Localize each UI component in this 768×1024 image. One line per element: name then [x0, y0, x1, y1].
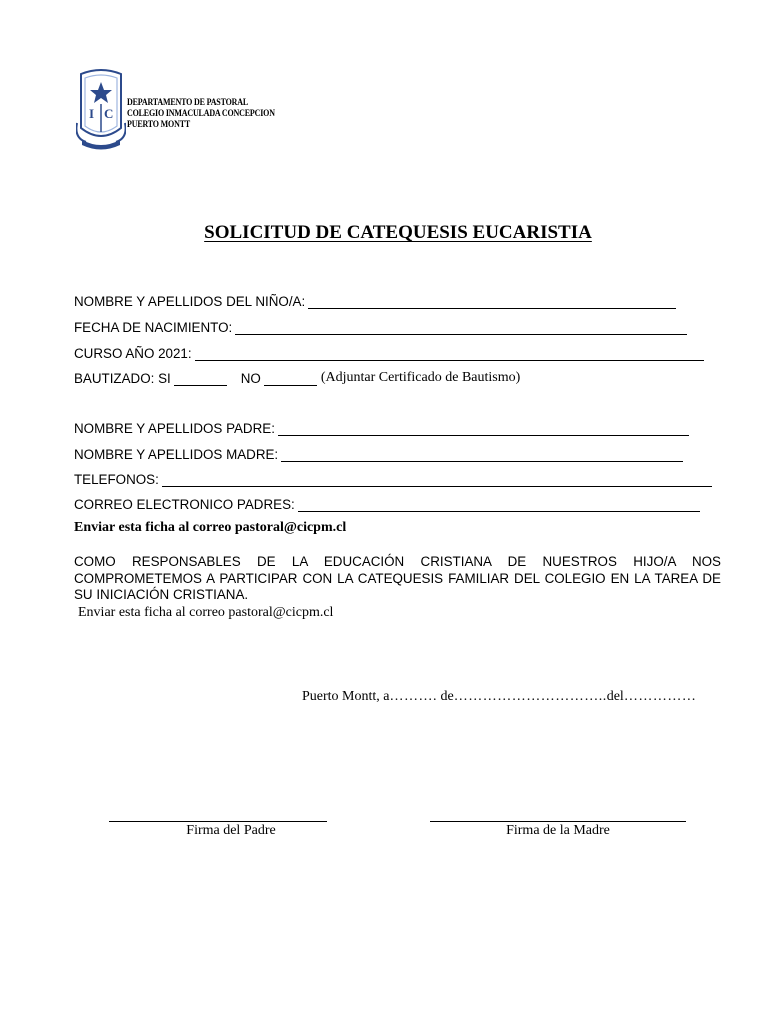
send-instruction-bold: Enviar esta ficha al correo pastoral@cicpm.cl [74, 520, 347, 535]
father-signature-line[interactable] [109, 821, 327, 822]
field-baptized [74, 370, 520, 386]
fill-line[interactable] [162, 473, 712, 487]
org-line-city: PUERTO MONTT [127, 120, 191, 130]
baptized-yes-label: BAUTIZADO: SI [74, 371, 171, 386]
field-mother-name [74, 447, 683, 462]
field-course [74, 346, 704, 361]
logo-letter-i: I [89, 106, 95, 121]
field-label: NOMBRE Y APELLIDOS DEL NIÑO/A: [74, 294, 306, 309]
month-dots[interactable]: ………………………….. [453, 689, 607, 704]
field-parents-email [74, 497, 700, 512]
field-label: NOMBRE Y APELLIDOS MADRE: [74, 447, 279, 462]
fill-line[interactable] [281, 448, 683, 462]
fill-line[interactable] [278, 422, 689, 436]
mother-signature-line[interactable] [430, 821, 686, 822]
field-phones [74, 472, 712, 487]
logo-letter-c: C [104, 106, 114, 121]
document-title: SOLICITUD DE CATEQUESIS EUCARISTIA [204, 222, 592, 243]
field-label: CORREO ELECTRONICO PADRES: [74, 497, 295, 512]
father-signature-label: Firma del Padre [186, 823, 276, 838]
month-prefix: de [440, 689, 454, 704]
field-father-name [74, 421, 689, 436]
year-prefix: del [606, 689, 624, 704]
year-dots[interactable]: …………… [623, 689, 697, 704]
field-birth-date [74, 320, 687, 335]
fill-line[interactable] [195, 347, 704, 361]
place-prefix: Puerto Montt, a [302, 689, 390, 704]
day-dots[interactable]: ………. [389, 689, 437, 704]
fill-line[interactable] [235, 321, 687, 335]
org-line-school: COLEGIO INMACULADA CONCEPCION [127, 109, 275, 119]
organization-name [127, 98, 275, 131]
field-label: CURSO AÑO 2021: [74, 346, 192, 361]
school-crest-logo [76, 68, 126, 152]
baptized-no-line[interactable] [264, 372, 317, 386]
field-child-name [74, 294, 676, 309]
fill-line[interactable] [308, 295, 676, 309]
commitment-paragraph: COMO RESPONSABLES DE LA EDUCACIÓN CRISTIANA DE NUESTROS HIJO/A NOS COMPROMETEMOS A PARTICIPAR CON LA CATEQUESIS FAMILIAR DEL COLEGIO EN LA TAREA DE SU INICIACIÓN CRISTIANA. [74, 554, 721, 602]
field-label: FECHA DE NACIMIENTO: [74, 320, 233, 335]
fill-line[interactable] [298, 498, 700, 512]
send-instruction: Enviar esta ficha al correo pastoral@cicpm.cl [78, 605, 334, 620]
field-label: NOMBRE Y APELLIDOS PADRE: [74, 421, 275, 436]
place-date-line [302, 689, 696, 705]
baptized-no-label: NO [240, 371, 261, 386]
baptized-yes-line[interactable] [174, 372, 227, 386]
mother-signature-label: Firma de la Madre [506, 823, 610, 838]
field-label: TELEFONOS: [74, 472, 159, 487]
baptism-certificate-note: (Adjuntar Certificado de Bautismo) [320, 370, 521, 385]
org-line-department: DEPARTAMENTO DE PASTORAL [127, 98, 249, 108]
